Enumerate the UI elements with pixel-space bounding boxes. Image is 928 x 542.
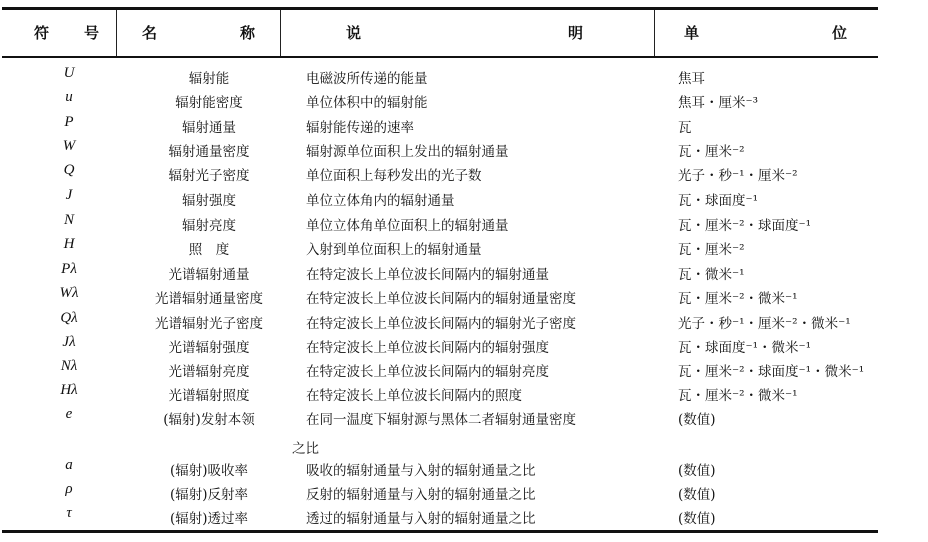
description-cell: 吸收的辐射通量与入射的辐射通量之比 [306, 463, 536, 479]
name-cell: (辐射)透过率 [169, 511, 249, 527]
unit-cell: 焦耳・厘米⁻³ [678, 95, 759, 111]
symbol-cell: P [64, 114, 74, 130]
name-cell: 光谱辐射照度 [168, 388, 250, 404]
table-row [0, 333, 928, 357]
table-row [0, 88, 928, 112]
header-name-2: 称 [240, 24, 256, 42]
unit-cell: (数值) [678, 463, 716, 479]
unit-cell: (数值) [678, 412, 716, 428]
table-row [0, 137, 928, 161]
header-symbol-1: 符 [34, 24, 50, 42]
description-cell: 在特定波长上单位波长间隔内的辐射强度 [306, 340, 549, 356]
name-cell: 辐射通量密度 [168, 144, 250, 160]
name-cell: 光谱辐射通量密度 [155, 291, 263, 307]
symbol-cell: u [65, 89, 73, 105]
description-cell: 透过的辐射通量与入射的辐射通量之比 [306, 511, 536, 527]
header-unit-2: 位 [832, 24, 848, 42]
symbol-cell: H [63, 236, 75, 252]
symbol-cell: Q [63, 162, 75, 178]
table-row [0, 381, 928, 405]
unit-cell: 瓦・厘米⁻²・球面度⁻¹・微米⁻¹ [678, 364, 865, 380]
unit-cell: 光子・秒⁻¹・厘米⁻² [678, 168, 798, 184]
description-cell: 单位面积上每秒发出的光子数 [306, 168, 482, 184]
name-cell: (辐射)发射本领 [163, 412, 255, 428]
header-unit-1: 单 [684, 24, 700, 42]
table-row [0, 64, 928, 88]
description-cell: 反射的辐射通量与入射的辐射通量之比 [306, 487, 536, 503]
symbol-cell: U [63, 65, 75, 81]
symbol-cell: Hλ [60, 382, 78, 398]
header-divider [280, 10, 281, 56]
name-cell: 辐射亮度 [182, 218, 236, 234]
description-cell: 在特定波长上单位波长间隔内的辐射通量 [306, 267, 549, 283]
symbol-cell: W [62, 138, 76, 154]
symbol-cell: Wλ [59, 285, 79, 301]
name-cell: 光谱辐射通量 [168, 267, 250, 283]
symbol-cell: J [65, 187, 73, 203]
description-cell: 单位立体角单位面积上的辐射通量 [306, 218, 509, 234]
header-description-2: 明 [568, 24, 584, 42]
table-row [0, 504, 928, 528]
name-cell: (辐射)反射率 [169, 487, 249, 503]
unit-cell: 瓦・球面度⁻¹ [678, 193, 759, 209]
name-cell: 辐射强度 [182, 193, 236, 209]
header-symbol-2: 号 [84, 24, 100, 42]
table-header-rule [2, 56, 878, 58]
description-cell: 电磁波所传递的能量 [306, 71, 428, 87]
table-row [0, 309, 928, 333]
name-cell: 光谱辐射强度 [168, 340, 250, 356]
name-cell: 光谱辐射亮度 [168, 364, 250, 380]
table-row [0, 113, 928, 137]
table-row [0, 161, 928, 185]
unit-cell: (数值) [678, 511, 716, 527]
unit-cell: (数值) [678, 487, 716, 503]
table-row [0, 260, 928, 284]
table-row [0, 480, 928, 504]
unit-cell: 瓦 [678, 120, 692, 136]
description-cell: 辐射源单位面积上发出的辐射通量 [306, 144, 509, 160]
symbol-cell: a [65, 457, 73, 473]
emissivity-description-continuation: 之比 [292, 441, 319, 457]
name-cell: 辐射通量 [182, 120, 236, 136]
symbol-cell: Pλ [61, 261, 77, 277]
table-row [0, 211, 928, 235]
table-top-rule [2, 7, 878, 10]
unit-cell: 瓦・微米⁻¹ [678, 267, 745, 283]
symbol-cell: τ [66, 505, 72, 521]
unit-cell: 瓦・厘米⁻²・微米⁻¹ [678, 291, 798, 307]
description-cell: 辐射能传递的速率 [306, 120, 414, 136]
name-cell: 辐射能密度 [175, 95, 243, 111]
symbol-cell: Nλ [60, 358, 78, 374]
symbol-cell: N [63, 212, 74, 228]
header-divider [116, 10, 117, 56]
header-description-1: 说 [346, 24, 362, 42]
name-cell: (辐射)吸收率 [169, 463, 249, 479]
table-row [0, 357, 928, 381]
unit-cell: 光子・秒⁻¹・厘米⁻²・微米⁻¹ [678, 316, 851, 332]
symbol-cell: e [65, 406, 73, 422]
table-row [0, 235, 928, 259]
description-cell: 单位立体角内的辐射通量 [306, 193, 455, 209]
name-cell: 照 度 [188, 242, 230, 258]
header-name-1: 名 [142, 24, 158, 42]
table-row [0, 186, 928, 210]
unit-cell: 瓦・厘米⁻² [678, 144, 745, 160]
description-cell: 在同一温度下辐射源与黑体二者辐射通量密度 [306, 412, 576, 428]
symbol-cell: ρ [65, 481, 73, 497]
unit-cell: 瓦・厘米⁻² [678, 242, 745, 258]
name-cell: 辐射光子密度 [168, 168, 250, 184]
name-cell: 辐射能 [188, 71, 230, 87]
description-cell: 在特定波长上单位波长间隔内的照度 [306, 388, 522, 404]
description-cell: 入射到单位面积上的辐射通量 [306, 242, 482, 258]
symbol-cell: Jλ [62, 334, 76, 350]
unit-cell: 焦耳 [678, 71, 705, 87]
description-cell: 在特定波长上单位波长间隔内的辐射亮度 [306, 364, 549, 380]
unit-cell: 瓦・厘米⁻²・微米⁻¹ [678, 388, 798, 404]
table-row [0, 284, 928, 308]
description-cell: 单位体积中的辐射能 [306, 95, 428, 111]
unit-cell: 瓦・球面度⁻¹・微米⁻¹ [678, 340, 812, 356]
table-row [0, 405, 928, 429]
name-cell: 光谱辐射光子密度 [155, 316, 263, 332]
table-row [0, 456, 928, 480]
symbol-cell: Qλ [60, 310, 78, 326]
unit-cell: 瓦・厘米⁻²・球面度⁻¹ [678, 218, 812, 234]
description-cell: 在特定波长上单位波长间隔内的辐射通量密度 [306, 291, 576, 307]
table-bottom-rule [2, 530, 878, 533]
header-divider [654, 10, 655, 56]
description-cell: 在特定波长上单位波长间隔内的辐射光子密度 [306, 316, 576, 332]
